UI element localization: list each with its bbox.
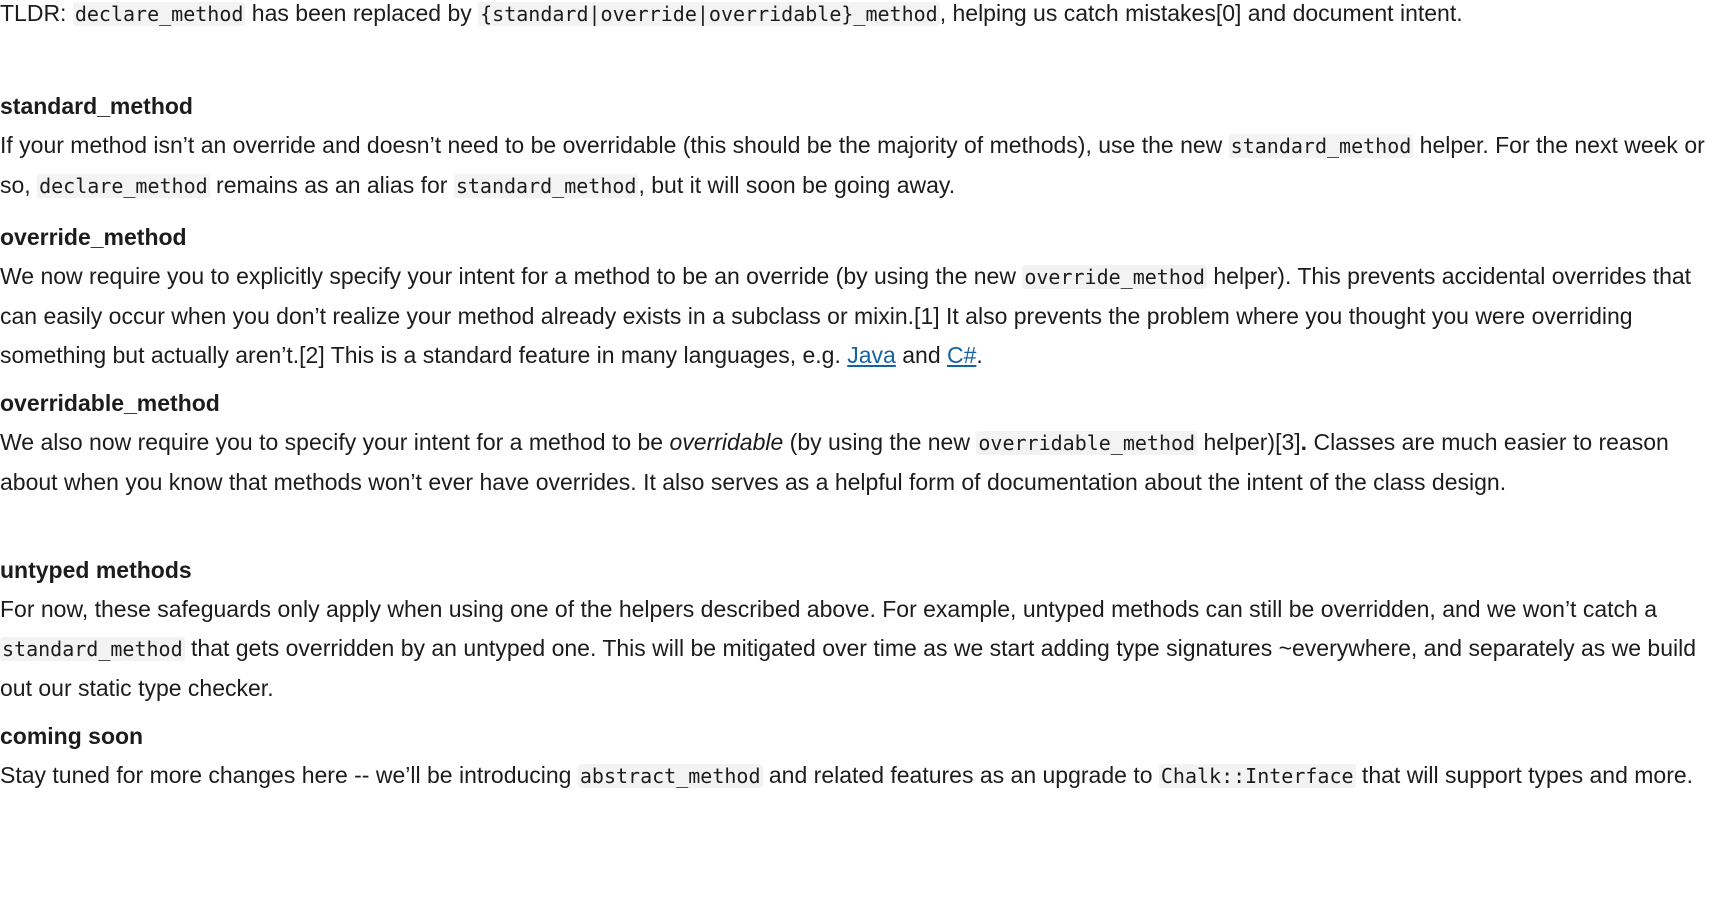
tldr-prefix: TLDR:: [0, 0, 73, 26]
tldr-suffix: , helping us catch mistakes[0] and document intent.: [939, 0, 1463, 26]
section-override-method: [0, 218, 1714, 375]
text-run: If your method isn’t an override and doesn’t need to be overridable (this should be the majority of methods), use the new: [0, 132, 1229, 158]
text-run: that gets overridden by an untyped one. This will be mitigated over time as we start adding type signatures ~everywhere, and separately as we build out our static type checker.: [0, 635, 1697, 701]
link-java[interactable]: Java: [847, 342, 896, 368]
code-standard-method: standard_method: [455, 174, 637, 198]
paragraph-overridable-method: [0, 423, 1714, 502]
text-run: For now, these safeguards only apply when using one of the helpers described above. For example, untyped methods can still be overridden, and we won’t catch a: [0, 596, 1657, 622]
text-run: Stay tuned for more changes here -- we’ll be introducing: [0, 762, 578, 788]
text-run: helper)[3]: [1197, 429, 1301, 455]
text-run: .: [976, 342, 983, 368]
link-csharp[interactable]: C#: [947, 342, 977, 368]
emphasis-overridable: overridable: [669, 429, 784, 455]
heading-coming-soon: coming soon: [0, 723, 144, 749]
paragraph-coming-soon: [0, 756, 1714, 796]
text-run: remains as an alias for: [209, 172, 454, 198]
code-standard-method: standard_method: [1230, 134, 1412, 158]
text-run: We now require you to explicitly specify your intent for a method to be an override (by using the new: [0, 263, 1023, 289]
heading-overridable-method: overridable_method: [0, 390, 220, 416]
text-run: helper. For the next week or so,: [0, 132, 1705, 198]
tldr-mid: has been replaced by: [245, 0, 479, 26]
text-run: and: [895, 342, 947, 368]
heading-standard-method: standard_method: [0, 93, 193, 119]
paragraph-standard-method: [0, 126, 1714, 206]
code-abstract-method: abstract_method: [579, 764, 761, 788]
code-chalk-interface: Chalk::Interface: [1160, 764, 1354, 788]
text-run: and related features as an upgrade to: [762, 762, 1159, 788]
paragraph-override-method: [0, 257, 1714, 375]
heading-untyped-methods: untyped methods: [0, 557, 192, 583]
tldr-paragraph: [0, 0, 1714, 34]
text-run: that will support types and more.: [1355, 762, 1694, 788]
section-standard-method: [0, 87, 1714, 206]
code-overridable-method: overridable_method: [978, 431, 1196, 455]
text-run: We also now require you to specify your intent for a method to be: [0, 429, 670, 455]
heading-override-method: override_method: [0, 224, 187, 250]
section-untyped-methods: [0, 551, 1714, 708]
code-declare-method: declare_method: [39, 174, 208, 198]
code-declare-method: declare_method: [74, 2, 244, 26]
text-run: Classes are much easier to reason about when you know that methods won’t ever have overrides. It also serves as a helpful form of documentation about the intent of the class design.: [0, 429, 1669, 495]
text-run: (by using the new: [783, 429, 977, 455]
text-run: , but it will soon be going away.: [638, 172, 956, 198]
text-run: helper). This prevents accidental overrides that can easily occur when you don’t realize your method already exists in a subclass or mixin.[1] It also prevents the problem where you thought you were overriding something but actually aren’t.[2] This is a standard feature in many languages, e.g.: [0, 263, 1692, 368]
code-standard-method: standard_method: [2, 637, 183, 661]
paragraph-untyped-methods: [0, 590, 1714, 708]
bold-period: .: [1300, 429, 1308, 455]
section-overridable-method: [0, 384, 1714, 502]
section-coming-soon: [0, 717, 1714, 796]
code-method-variants: {standard|override|overridable}_method: [480, 2, 938, 26]
code-override-method: override_method: [1024, 265, 1205, 289]
